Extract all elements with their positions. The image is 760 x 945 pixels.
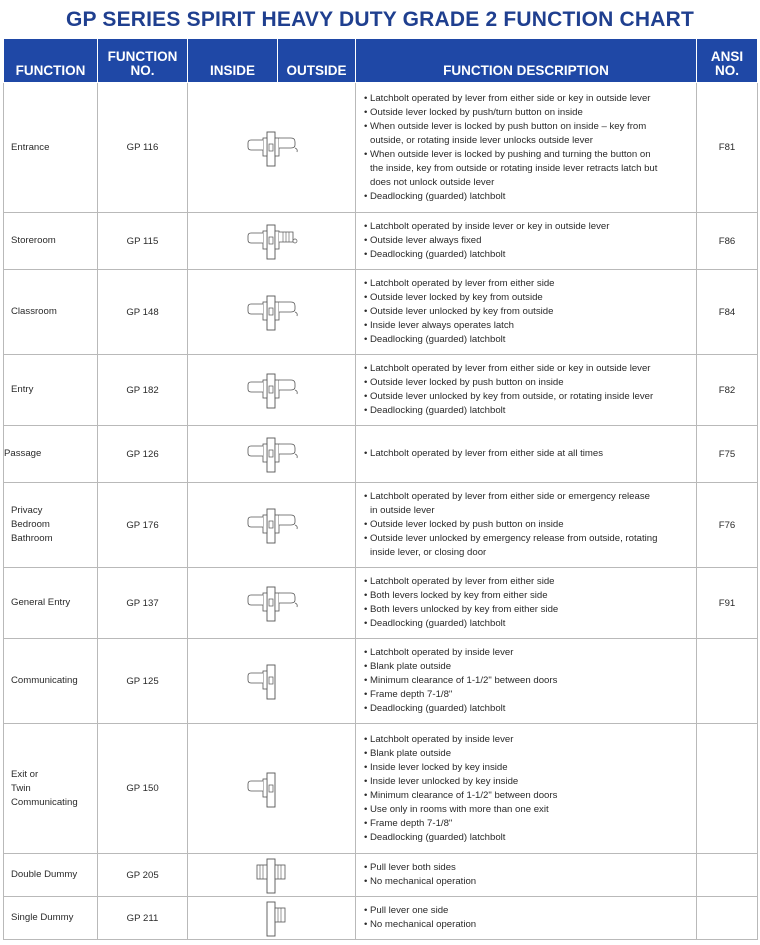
description-list [364, 92, 696, 204]
table-row [4, 83, 758, 213]
description-item [364, 702, 696, 716]
description-line: • Frame depth 7-1/8" [370, 689, 453, 700]
chart-title: GP SERIES SPIRIT HEAVY DUTY GRADE 2 FUNCTION CHART [65, 8, 695, 31]
ansi-number-cell: F75 [697, 426, 758, 483]
lock-lever-lever-icon [243, 369, 301, 411]
description-line: inside lever, or closing door [370, 547, 487, 558]
function-name-cell [4, 426, 98, 483]
function-description-cell [356, 270, 697, 355]
lock-lever-lever-icon [243, 433, 301, 475]
table-row [4, 854, 758, 897]
function-name-line: Privacy [11, 505, 43, 516]
function-description-cell [356, 568, 697, 639]
description-list [364, 646, 696, 716]
function-number-cell: GP 126 [98, 426, 188, 483]
function-name-cell [4, 639, 98, 724]
description-line: • Deadlocking (guarded) latchbolt [370, 334, 506, 345]
header-ansi-line1: ANSI [710, 49, 744, 64]
function-description-cell [356, 426, 697, 483]
description-line: • Pull lever both sides [370, 862, 456, 873]
function-name-line: Storeroom [11, 235, 56, 246]
description-item [364, 376, 696, 390]
function-description-cell [356, 483, 697, 568]
description-item [364, 761, 696, 775]
function-name-line: Classroom [11, 306, 57, 317]
description-line: • No mechanical operation [370, 876, 477, 887]
description-line: • Minimum clearance of 1-1/2" between doors [370, 789, 558, 801]
description-line: • Minimum clearance of 1-1/2" between doors [370, 675, 558, 686]
function-number-cell: GP 176 [98, 483, 188, 568]
ansi-number-cell: F76 [697, 483, 758, 568]
header-ansi [697, 39, 758, 83]
description-line: • Outside lever locked by push/turn button on inside [370, 106, 583, 118]
ansi-number-cell: F82 [697, 355, 758, 426]
lock-lever-lever-icon [243, 582, 301, 624]
function-description-cell [356, 213, 697, 270]
description-line: does not unlock outside lever [370, 176, 495, 188]
description-line: • When outside lever is locked by push button on inside – key from [370, 120, 647, 132]
header-function-no [98, 39, 188, 83]
description-item [364, 220, 696, 234]
function-number-cell: GP 148 [98, 270, 188, 355]
header-function: FUNCTION [4, 39, 98, 83]
function-name-line: Entry [11, 384, 34, 395]
ansi-number-cell [697, 897, 758, 940]
description-item [364, 92, 696, 106]
ansi-number-cell [697, 724, 758, 854]
function-name-line: Entrance [11, 141, 50, 153]
description-line: • Deadlocking (guarded) latchbolt [370, 618, 506, 629]
description-item [364, 575, 696, 589]
function-name-line: Bedroom [11, 519, 50, 530]
description-line: • Deadlocking (guarded) latchbolt [370, 405, 506, 416]
description-item [364, 803, 696, 817]
lock-inside-only-icon [243, 660, 301, 702]
function-description-cell [356, 639, 697, 724]
header-ansi-line2: NO. [714, 63, 739, 78]
description-item [364, 532, 696, 560]
lock-diagram-cell [188, 897, 356, 940]
function-chart-table [3, 39, 758, 940]
function-number-cell: GP 205 [98, 854, 188, 897]
description-line: • Deadlocking (guarded) latchbolt [370, 249, 506, 260]
description-line: • Latchbolt operated by inside lever [370, 733, 514, 745]
function-number-cell: GP 150 [98, 724, 188, 854]
description-item [364, 248, 696, 262]
description-item [364, 447, 696, 461]
description-item [364, 305, 696, 319]
lock-diagram-cell [188, 270, 356, 355]
description-line: • Latchbolt operated by lever from either side [370, 278, 555, 289]
function-description-cell [356, 854, 697, 897]
description-item [364, 277, 696, 291]
description-item [364, 589, 696, 603]
description-item [364, 660, 696, 674]
description-item [364, 234, 696, 248]
table-row [4, 897, 758, 940]
function-name-line: Single Dummy [11, 912, 74, 923]
function-description-cell [356, 83, 697, 213]
description-item [364, 747, 696, 761]
table-row [4, 213, 758, 270]
description-line: • When outside lever is locked by pushing and turning the button on [370, 148, 651, 160]
description-item [364, 646, 696, 660]
function-name-cell [4, 854, 98, 897]
ansi-number-cell: F81 [697, 83, 758, 213]
function-name-cell [4, 568, 98, 639]
lock-diagram-cell [188, 483, 356, 568]
description-item [364, 319, 696, 333]
description-item [364, 291, 696, 305]
lock-diagram-cell [188, 639, 356, 724]
header-function-no-line1: FUNCTION [107, 49, 178, 64]
table-row [4, 724, 758, 854]
lock-diagram-cell [188, 213, 356, 270]
description-list [364, 904, 696, 932]
lock-diagram-cell [188, 854, 356, 897]
ansi-number-cell [697, 639, 758, 724]
description-list [364, 220, 696, 262]
function-name-cell [4, 83, 98, 213]
description-line: • Both levers unlocked by key from either side [370, 604, 559, 615]
header-outside: OUTSIDE [278, 39, 356, 83]
lock-diagram-cell [188, 426, 356, 483]
description-line: • Outside lever unlocked by emergency release from outside, rotating [370, 533, 658, 544]
function-number-cell: GP 125 [98, 639, 188, 724]
function-name-cell [4, 483, 98, 568]
description-line: • Outside lever locked by push button on inside [370, 519, 564, 530]
description-line: • Latchbolt operated by inside lever [370, 647, 514, 658]
lock-dummy-double-icon [243, 854, 301, 896]
description-item [364, 148, 696, 190]
description-item [364, 390, 696, 404]
description-line: • Outside lever always fixed [370, 235, 482, 246]
lock-diagram-cell [188, 355, 356, 426]
description-line: • Latchbolt operated by inside lever or key in outside lever [370, 221, 610, 232]
lock-lever-lever-icon [243, 127, 301, 169]
function-name-cell [4, 355, 98, 426]
lock-diagram-cell [188, 724, 356, 854]
description-item [364, 875, 696, 889]
header-function-no-line2: NO. [130, 63, 155, 78]
description-line: • Latchbolt operated by lever from either side or key in outside lever [370, 363, 651, 374]
description-line: • Latchbolt operated by lever from either side [370, 576, 555, 587]
description-item [364, 817, 696, 831]
description-item [364, 904, 696, 918]
table-header [4, 39, 758, 83]
description-line: • Use only in rooms with more than one exit [370, 803, 549, 815]
description-line: • Both levers locked by key from either side [370, 590, 548, 601]
function-description-cell [356, 355, 697, 426]
description-item [364, 190, 696, 204]
description-item [364, 861, 696, 875]
description-line: the inside, key from outside or rotating inside lever retracts latch but [370, 162, 658, 174]
description-list [364, 277, 696, 347]
function-name-line: Twin Communicating [11, 782, 78, 808]
ansi-number-cell: F84 [697, 270, 758, 355]
description-item [364, 775, 696, 789]
description-line: • Latchbolt operated by lever from either side at all times [370, 448, 604, 459]
description-item [364, 789, 696, 803]
lock-inside-only-icon [243, 768, 301, 810]
ansi-number-cell: F91 [697, 568, 758, 639]
function-name-cell [4, 213, 98, 270]
ansi-number-cell [697, 854, 758, 897]
table-body [4, 83, 758, 940]
lock-lever-lever-icon [243, 504, 301, 546]
function-description-cell [356, 724, 697, 854]
description-item [364, 490, 696, 518]
description-item [364, 831, 696, 845]
table-row [4, 483, 758, 568]
lock-diagram-cell [188, 83, 356, 213]
description-list [364, 490, 696, 560]
lock-lever-fixed-icon [243, 220, 301, 262]
description-item [364, 518, 696, 532]
description-line: • Latchbolt operated by lever from either side or key in outside lever [370, 92, 651, 104]
description-item [364, 362, 696, 376]
description-line: • Frame depth 7-1/8" [370, 817, 453, 829]
description-line: • Blank plate outside [370, 661, 452, 672]
description-item [364, 120, 696, 148]
header-inside: INSIDE [188, 39, 278, 83]
ansi-number-cell: F86 [697, 213, 758, 270]
function-name-line: Exit or [11, 768, 39, 780]
function-name-line: Communicating [11, 675, 78, 686]
description-line: • Outside lever locked by push button on inside [370, 377, 564, 388]
description-item [364, 688, 696, 702]
description-line: outside, or rotating inside lever unlocks outside lever [370, 134, 593, 146]
description-item [364, 404, 696, 418]
description-line: in outside lever [370, 505, 435, 516]
description-item [364, 617, 696, 631]
table-row [4, 426, 758, 483]
description-line: • Outside lever unlocked by key from outside, or rotating inside lever [370, 391, 654, 402]
lock-diagram-cell [188, 568, 356, 639]
description-line: • Deadlocking (guarded) latchbolt [370, 190, 506, 202]
lock-dummy-single-icon [243, 897, 301, 939]
description-line: • Deadlocking (guarded) latchbolt [370, 703, 506, 714]
table-row [4, 355, 758, 426]
function-number-cell: GP 182 [98, 355, 188, 426]
description-line: • Outside lever unlocked by key from outside [370, 306, 554, 317]
function-name-cell [4, 724, 98, 854]
function-number-cell: GP 116 [98, 83, 188, 213]
description-line: • Pull lever one side [370, 905, 449, 916]
description-line: • Outside lever locked by key from outside [370, 292, 543, 303]
function-number-cell: GP 115 [98, 213, 188, 270]
description-list [364, 861, 696, 889]
table-row [4, 568, 758, 639]
function-name-line: General Entry [11, 597, 71, 608]
description-line: • Inside lever locked by key inside [370, 761, 508, 773]
function-name-cell [4, 270, 98, 355]
description-line: • No mechanical operation [370, 919, 477, 930]
description-line: • Blank plate outside [370, 747, 452, 759]
description-item [364, 106, 696, 120]
function-name-line: Bathroom [11, 533, 53, 544]
function-name-line: Double Dummy [11, 869, 78, 880]
description-item [364, 918, 696, 932]
description-list [364, 362, 696, 418]
description-item [364, 674, 696, 688]
table-row [4, 270, 758, 355]
header-description: FUNCTION DESCRIPTION [356, 39, 697, 83]
description-line: • Deadlocking (guarded) latchbolt [370, 831, 506, 843]
description-line: • Latchbolt operated by lever from either side or emergency release [370, 491, 650, 502]
description-item [364, 603, 696, 617]
table-row [4, 639, 758, 724]
function-name-cell [4, 897, 98, 940]
description-line: • Inside lever unlocked by key inside [370, 775, 519, 787]
description-list [364, 447, 696, 461]
description-list [364, 575, 696, 631]
description-item [364, 733, 696, 747]
description-item [364, 333, 696, 347]
description-line: • Inside lever always operates latch [370, 320, 514, 331]
function-number-cell: GP 211 [98, 897, 188, 940]
function-description-cell [356, 897, 697, 940]
function-name-line: Passage [4, 448, 42, 459]
lock-lever-lever-icon [243, 291, 301, 333]
description-list [364, 733, 696, 845]
function-number-cell: GP 137 [98, 568, 188, 639]
